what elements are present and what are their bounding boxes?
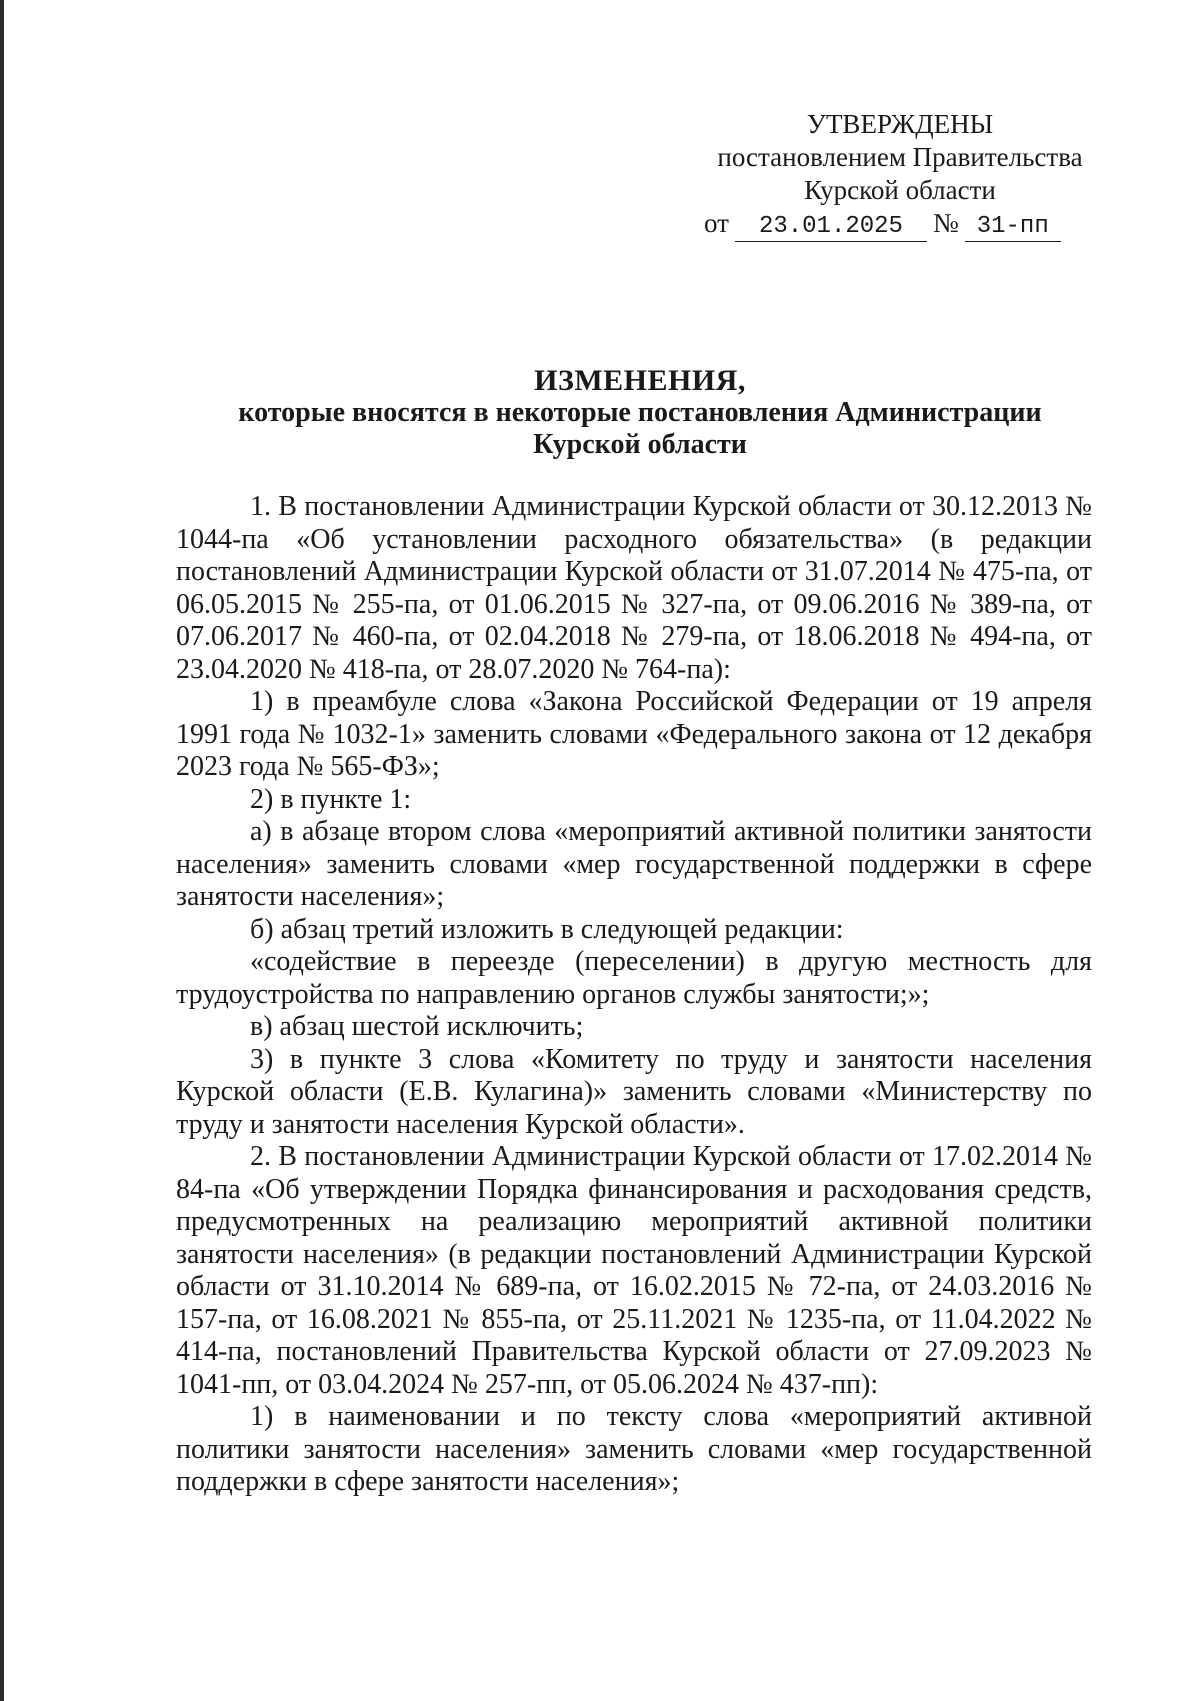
document-body (176, 491, 1092, 1499)
approval-number: 31-пп (965, 213, 1061, 242)
approval-title: УТВЕРЖДЕНЫ (806, 109, 994, 139)
document-subtitle-line-1: которые вносятся в некоторые постановления Администрации (238, 397, 1042, 428)
scan-edge (0, 0, 4, 1701)
paragraph-1-item-2a: а) в абзаце втором слова «мероприятий активной политики занятости населения» заменить словами «мер государственной поддержки в сфере занятости населения»; (176, 816, 1092, 912)
document-subtitle-line-2: Курской области (533, 429, 747, 460)
document-title: ИЗМЕНЕНИЯ, (534, 364, 746, 397)
approval-date: 23.01.2025 (735, 213, 927, 242)
date-prefix: от (704, 208, 729, 238)
paragraph-1: 1. В постановлении Администрации Курской области от 30.12.2013 № 1044-па «Об установлении расходного обязательства» (в редакции постановлений Администрации Курской области от 31.07.2014 № 475-па, от 06.05.2015 № 255-па, от 01.06.2015 № 327-па, от 09.06.2016 № 389-па, от 07.06.2017 № 460-па, от 02.04.2018 № 279-па, от 18.06.2018 № 494-па, от 23.04.2020 № 418-па, от 28.07.2020 № 764-па): (176, 491, 1092, 685)
paragraph-1-item-1: 1) в преамбуле слова «Закона Российской Федерации от 19 апреля 1991 года № 1032-1» заменить словами «Федерального закона от 12 декабря 2023 года № 565-ФЗ»; (176, 686, 1092, 782)
approval-line-1: постановлением Правительства (717, 142, 1083, 172)
paragraph-1-item-2v: в) абзац шестой исключить; (250, 1011, 584, 1042)
paragraph-1-item-3: 3) в пункте 3 слова «Комитету по труду и занятости населения Курской области (Е.В. Кулагина)» заменить словами «Министерству по труду и занятости населения Курской области». (176, 1043, 1092, 1140)
document-heading (200, 365, 1080, 461)
paragraph-1-item-2: 2) в пункте 1: (250, 783, 412, 815)
approval-order-line (690, 207, 1110, 242)
paragraph-2: 2. В постановлении Администрации Курской области от 17.02.2014 № 84-па «Об утверждении Порядка финансирования и расходования средств, предусмотренных на реализацию мероприятий активной политики занятости населения» (в редакции постановлений Администрации Курской области от 31.10.2014 № 689-па, от 16.02.2015 № 72-па, от 24.03.2016 № 157-па, от 16.08.2021 № 855-па, от 25.11.2021 № 1235-па, от 11.04.2022 № 414-па, постановлений Правительства Курской области от 27.09.2023 № 1041-пп, от 03.04.2024 № 257-пп, от 05.06.2024 № 437-пп): (176, 1141, 1092, 1400)
approval-line-2: Курской области (804, 175, 996, 205)
number-prefix: № (932, 208, 959, 238)
approval-stamp (690, 108, 1110, 242)
paragraph-1-item-2b: б) абзац третий изложить в следующей редакции: (250, 913, 844, 945)
paragraph-1-item-2b-quote: «содействие в переезде (переселении) в другую местность для трудоустройства по направлению органов службы занятости;»; (176, 946, 1092, 1010)
paragraph-2-item-1: 1) в наименовании и по тексту слова «мероприятий активной политики занятости населения» заменить словами «мер государственной поддержки в сфере занятости населения»; (176, 1401, 1092, 1497)
